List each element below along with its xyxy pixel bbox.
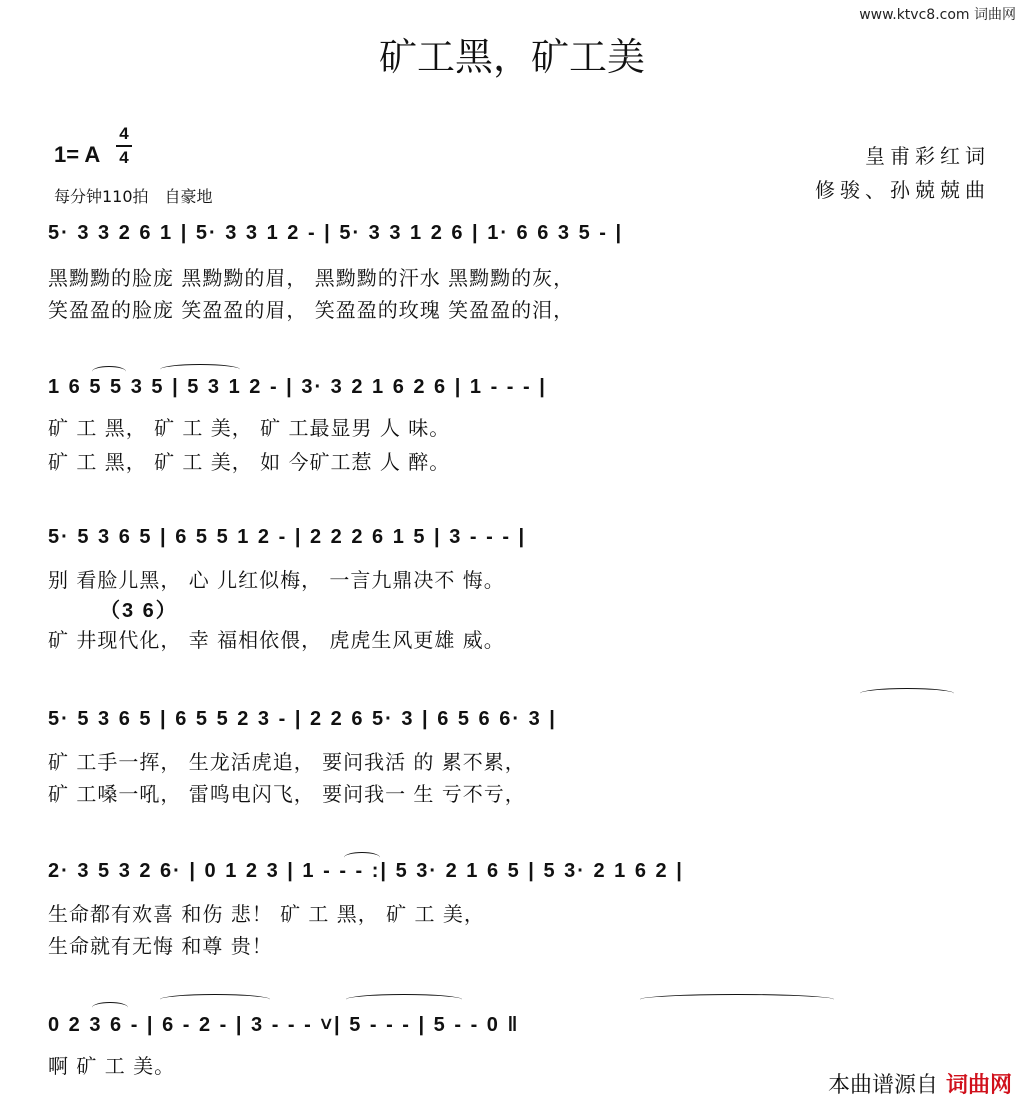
lyric-row-4-verse-2: 矿 工嗓一吼， 雷鸣电闪飞， 要问我一 生 亏不亏，: [48, 782, 526, 806]
slur: [860, 688, 954, 699]
notation-row-6: 0 2 3 6 - | 6 - 2 - | 3 - - - ˅| 5 - - - | 5 - - 0 ‖: [48, 1014, 520, 1036]
alternate-notes: （3 6）: [100, 600, 178, 622]
tempo-marking: 每分钟110拍 自豪地: [54, 187, 213, 206]
footer-text: 本曲谱源自: [827, 1073, 938, 1098]
slur: [160, 994, 270, 1005]
slur: [160, 364, 240, 375]
lyric-row-5-verse-2: 生命就有无悔 和尊 贵！: [48, 934, 273, 958]
slur: [640, 994, 834, 1005]
lyric-row-6-verse-1: 啊 矿 工 美。: [48, 1054, 176, 1078]
notation-row-3: 5· 5 3 6 5 | 6 5 5 1 2 - | 2 2 2 6 1 5 | 3 - - - |: [48, 526, 527, 548]
footer-brand[interactable]: 词曲网: [945, 1073, 1012, 1098]
lyric-row-1-verse-2: 笑盈盈的脸庞 笑盈盈的眉， 笑盈盈的玫瑰 笑盈盈的泪，: [48, 298, 575, 322]
lyric-row-5-verse-1: 生命都有欢喜 和伤 悲！ 矿 工 黑， 矿 工 美，: [48, 902, 485, 926]
watermark-text: www.ktvc8.com 词曲网: [859, 7, 1016, 23]
lyric-row-3-verse-2: 矿 井现代化， 幸 福相依偎， 虎虎生风更雄 威。: [48, 628, 505, 652]
time-signature-bottom: 4: [119, 148, 129, 167]
notation-row-4: 5· 5 3 6 5 | 6 5 5 2 3 - | 2 2 6 5· 3 | 6 5 6 6· 3 |: [48, 708, 557, 730]
lyricist-credit: 皇甫彩红词: [865, 144, 990, 168]
lyric-row-4-verse-1: 矿 工手一挥， 生龙活虎追， 要问我活 的 累不累，: [48, 750, 526, 774]
lyric-row-2-verse-1: 矿 工 黑， 矿 工 美， 矿 工最显男 人 味。: [48, 416, 451, 440]
source-footer: [828, 1068, 1012, 1099]
slur: [346, 994, 462, 1005]
lyric-row-3-verse-1: 别 看脸儿黑， 心 儿红似梅， 一言九鼎决不 悔。: [48, 568, 505, 592]
notation-row-2: 1 6 5 5 3 5 | 5 3 1 2 - | 3· 3 2 1 6 2 6 | 1 - - - |: [48, 376, 547, 398]
lyric-row-2-verse-2: 矿 工 黑， 矿 工 美， 如 今矿工惹 人 醉。: [48, 450, 451, 474]
composer-credit: 修骏、孙兢兢曲: [815, 178, 990, 202]
time-signature-top: 4: [119, 124, 129, 143]
lyric-row-1-verse-1: 黑黝黝的脸庞 黑黝黝的眉， 黑黝黝的汗水 黑黝黝的灰，: [48, 266, 575, 290]
time-signature: [116, 124, 132, 168]
slur: [92, 1002, 128, 1013]
notation-row-1: 5· 3 3 2 6 1 | 5· 3 3 1 2 - | 5· 3 3 1 2 6 | 1· 6 6 3 5 - |: [48, 222, 624, 244]
song-title: 矿工黑，矿工美: [378, 35, 645, 79]
notation-row-5: 2· 3 5 3 2 6· | 0 1 2 3 | 1 - - - :| 5 3· 2 1 6 5 | 5 3· 2 1 6 2 |: [48, 860, 684, 882]
key-signature: 1= A: [54, 142, 101, 167]
